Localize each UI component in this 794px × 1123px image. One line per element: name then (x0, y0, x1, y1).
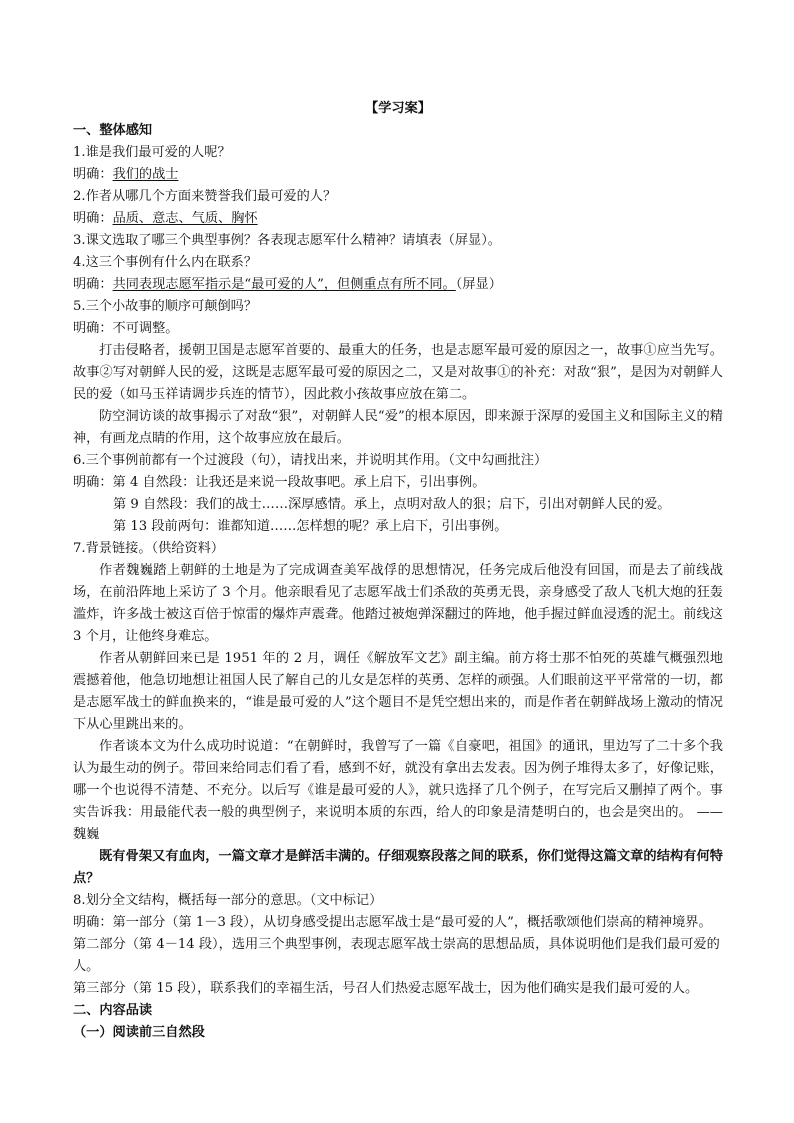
question-5: 5.三个小故事的顺序可颠倒吗？ (73, 299, 258, 314)
paragraph: 作者谈本文为什么成功时说道：“在朝鲜时，我曾写了一篇《自豪吧，祖国》的通讯，里边写了二十多个我认为最生动的例子。带回来给同志们看了看，感到不好，就没有拿出去发表。因为例子堆得太多了，好像记账，哪一个也说得不清楚、不充分。以后写《谁是最可爱的人》，就只选择了几个例子，在写完后又删掉了两个。事实告诉我：用最能代表一般的典型例子，来说明本质的东西，给人的印象是清楚明白的，也会是突出的。 ——魏巍 (73, 739, 723, 842)
section-heading-overview: 一、整体感知 (73, 123, 153, 138)
question-4: 4.这三个事例有什么内在联系？ (73, 255, 258, 270)
answer-6-line: 第 13 段前两句：谁都知道……怎样想的呢？承上启下，引出事例。 (113, 519, 508, 534)
answer-label: 明确： (73, 167, 113, 182)
question-1: 1.谁是我们最可爱的人呢？ (73, 145, 231, 160)
answer-6-line: 明确：第 4 自然段：让我还是来说一段故事吧。承上启下，引出事例。 (73, 475, 486, 490)
question-6: 6.三个事例前都有一个过渡段（句），请找出来，并说明其作用。（文中勾画批注） (73, 453, 548, 468)
answer-label: 明确： (73, 211, 113, 226)
question-7: 7.背景链接。（供给资料） (73, 541, 225, 556)
answer-4 (73, 274, 723, 296)
document-page (73, 98, 723, 1044)
answer-8-part: 第二部分（第 4－14 段），选用三个典型事例，表现志愿军战士崇高的思想品质，具体说明他们是我们最可爱的人。 (73, 937, 720, 974)
question-3: 3.课文选取了哪三个典型事例？各表现志愿军什么精神？请填表（屏显）。 (73, 233, 501, 248)
paragraph: 防空洞访谈的故事揭示了对敌“狠”，对朝鲜人民“爱”的根本原因，即来源于深厚的爱国主义和国际主义的精神，有画龙点睛的作用，这个故事应放在最后。 (73, 409, 723, 446)
question-2: 2.作者从哪几个方面来赞誉我们最可爱的人？ (73, 189, 337, 204)
answer-text: 品质、意志、气质、胸怀 (112, 211, 258, 226)
subsection-heading: （一）阅读前三自然段 (73, 1025, 205, 1040)
answer-text: 我们的战士 (112, 167, 179, 182)
paragraph: 既有骨架又有血肉，一篇文章才是鲜活丰满的。仔细观察段落之间的联系，你们觉得这篇文章的结构有何特点？ (73, 849, 723, 886)
paragraph: 作者魏巍踏上朝鲜的土地是为了完成调查美军战俘的思想情况，任务完成后他没有回国，而是去了前线战场，在前沿阵地上采访了 3 个月。他亲眼看见了志愿军战士们杀敌的英勇无畏，亲身感受了敌人飞机大炮的狂轰滥炸，许多战士被这百倍于惊雷的爆炸声震聋。他踏过被炮弹深翻过的阵地，他手握过鲜血浸透的泥土。前线这 3 个月，让他终身难忘。 (73, 563, 723, 644)
answer-5: 明确：不可调整。 (73, 321, 179, 336)
section-heading-reading: 二、内容品读 (73, 1003, 153, 1018)
answer-8-part: 明确：第一部分（第 1－3 段），从切身感受提出志愿军战士是“最可爱的人”，概括歌颂他们崇高的精神境界。 (73, 915, 712, 930)
page-title: 【学习案】 (365, 101, 431, 116)
answer-tail: （屏显） (455, 277, 502, 292)
answer-2 (73, 208, 723, 230)
answer-1 (73, 164, 723, 186)
answer-6-line: 第 9 自然段：我们的战士……深厚感情。承上，点明对敌人的狠；启下，引出对朝鲜人民的爱。 (113, 497, 671, 512)
paragraph: 作者从朝鲜回来已是 1951 年的 2 月，调任《解放军文艺》副主编。前方将士那不怕死的英雄气概强烈地震撼着他，他急切地想让祖国人民了解自己的儿女是怎样的英勇、怎样的顽强。人们眼前这平平常常的一切，都是志愿军战士的鲜血换来的，“谁是最可爱的人”这个题目不是凭空想出来的，而是作者在朝鲜战场上激动的情况下从心里跳出来的。 (73, 651, 723, 732)
answer-8-part: 第三部分（第 15 段），联系我们的幸福生活，号召人们热爱志愿军战士，因为他们确实是我们最可爱的人。 (73, 981, 699, 996)
answer-label: 明确： (73, 277, 113, 292)
question-8: 8.划分全文结构，概括每一部分的意思。（文中标记） (73, 893, 383, 908)
paragraph: 打击侵略者，援朝卫国是志愿军首要的、最重大的任务，也是志愿军最可爱的原因之一，故事①应当先写。故事②写对朝鲜人民的爱，这既是志愿军最可爱的原因之二，又是对故事①的补充：对敌“狠”，是因为对朝鲜人民的爱（如马玉祥请调步兵连的情节），因此救小孩故事应放在第二。 (73, 343, 723, 402)
answer-text: 共同表现志愿军指示是“最可爱的人”，但侧重点有所不同。 (112, 277, 456, 292)
